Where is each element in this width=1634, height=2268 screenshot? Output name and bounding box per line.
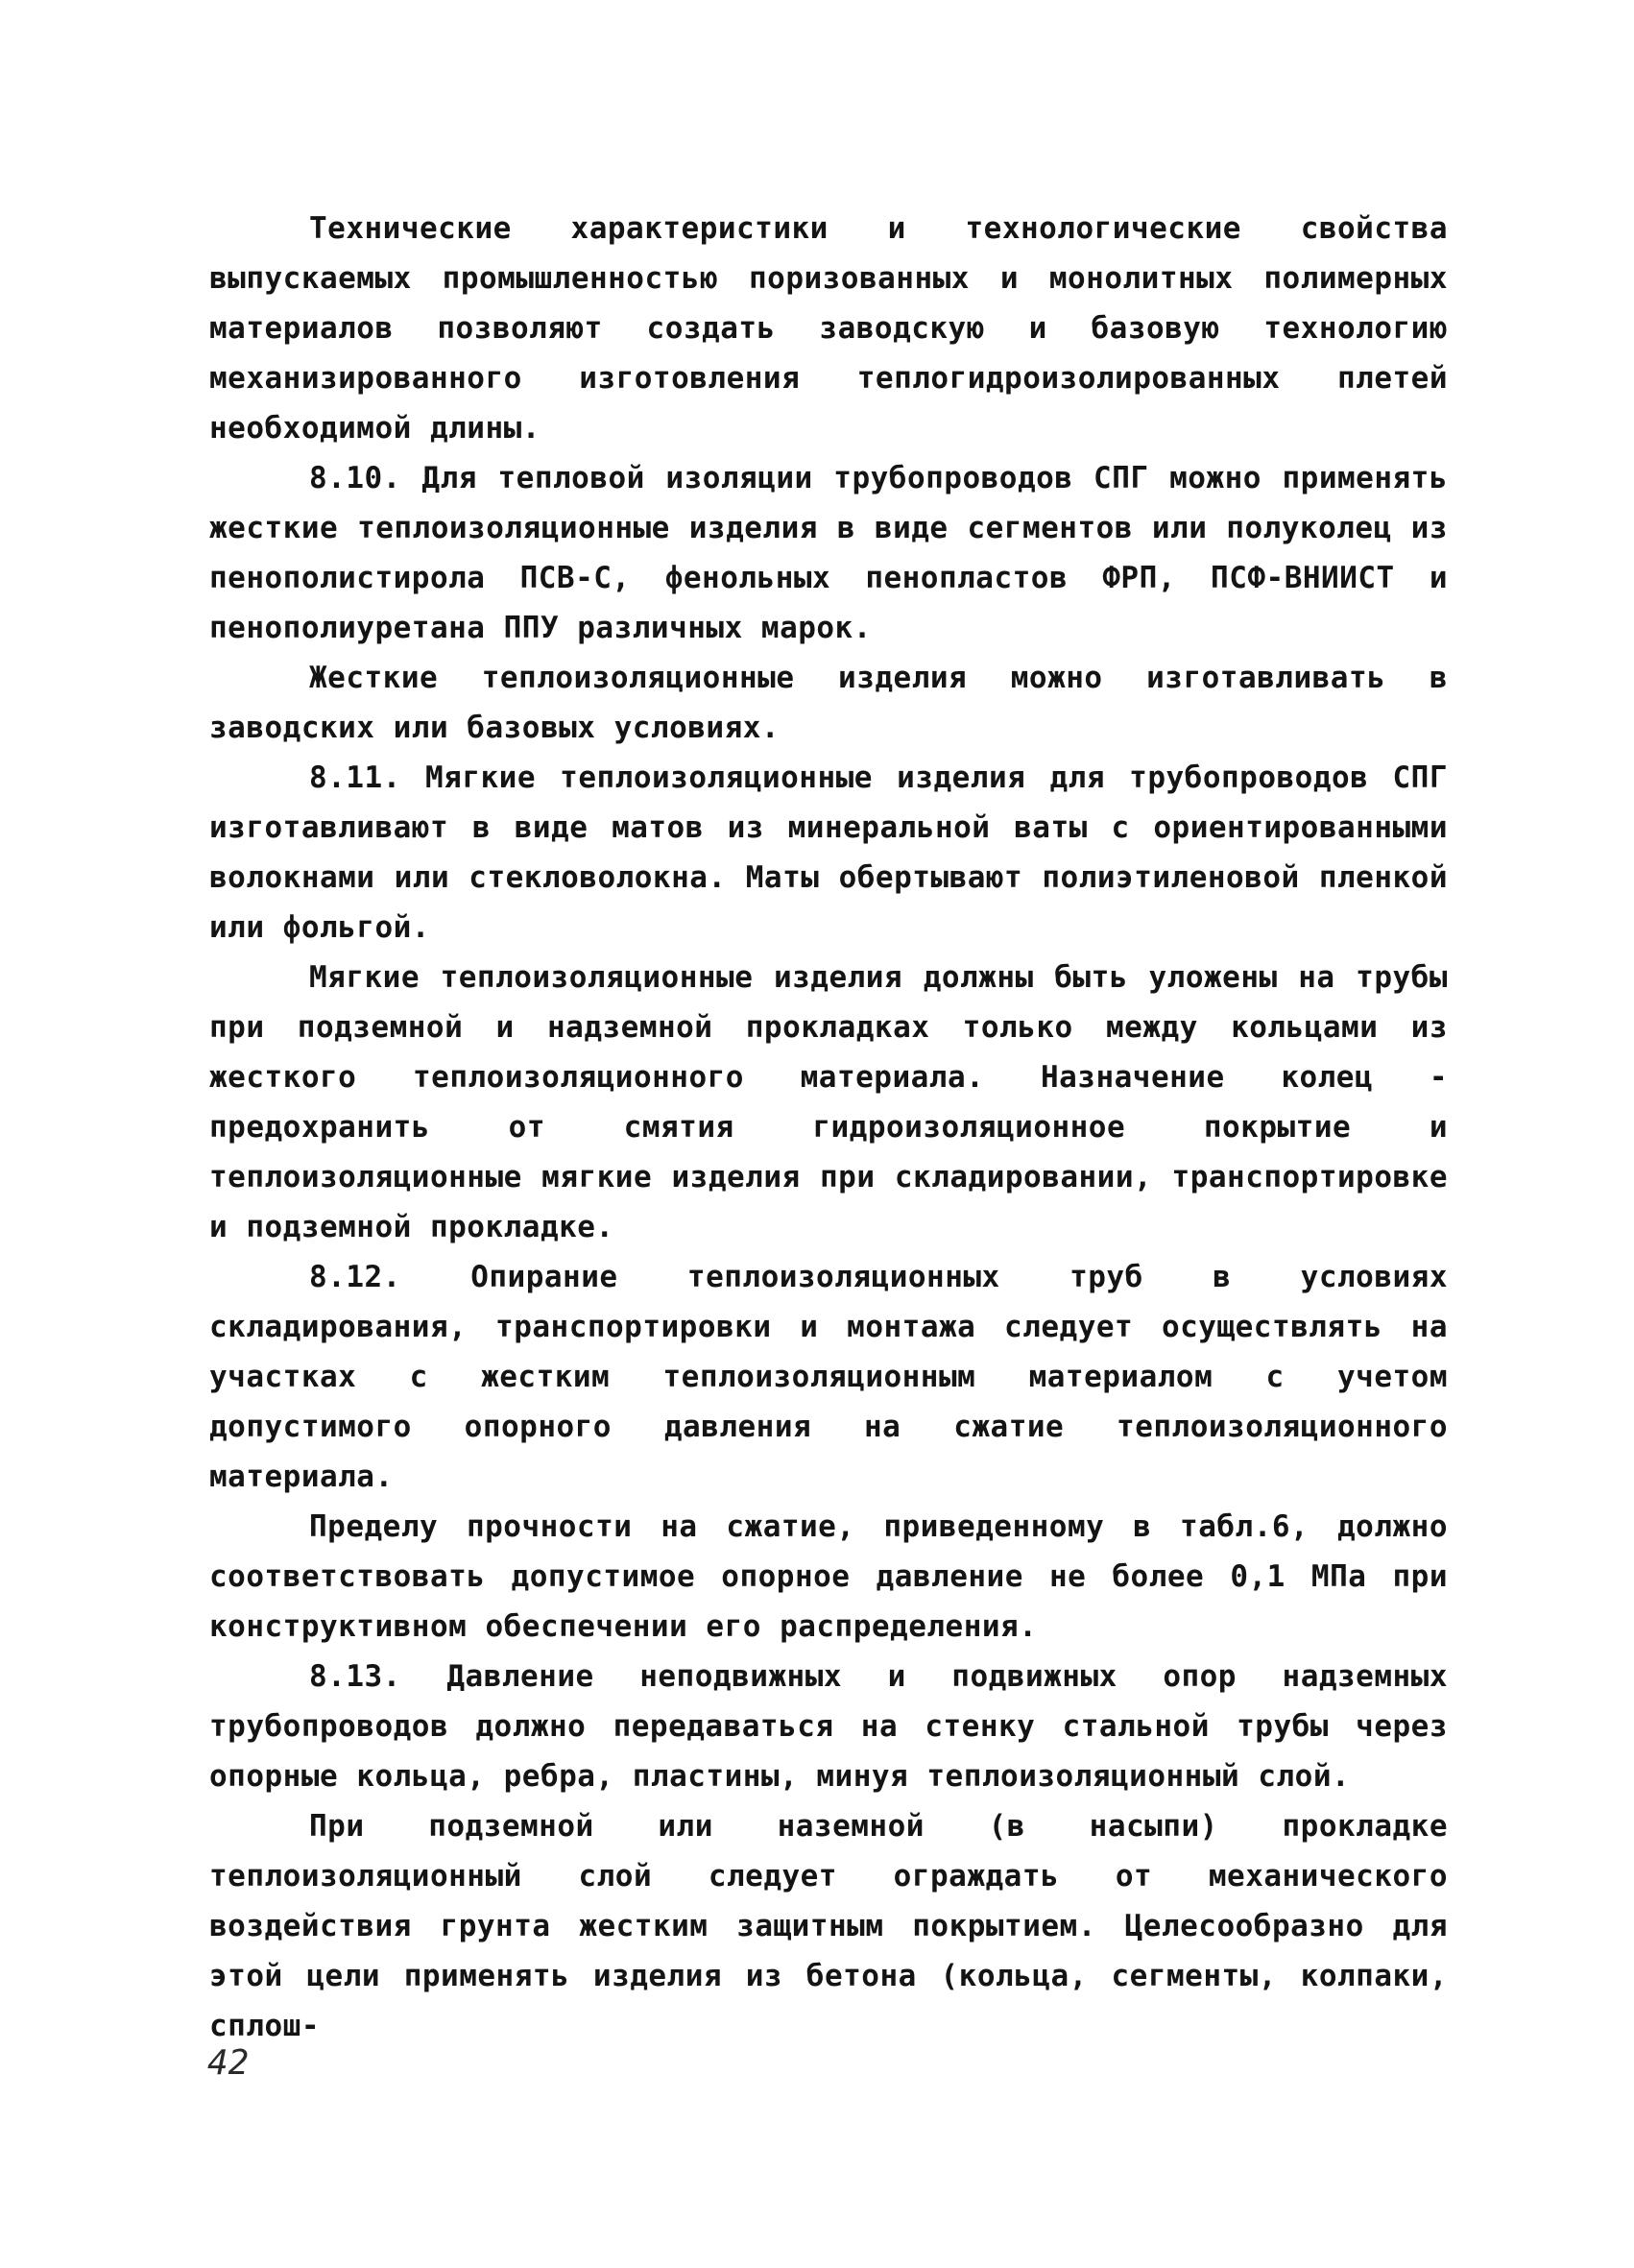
page-number: 42	[207, 2043, 250, 2083]
paragraph-3: Жесткие теплоизоляционные изделия можно изготавливать в заводских или базовых условиях.	[209, 661, 1448, 745]
paragraph-8-10: 8.10. Для тепловой изоляции трубопроводов СПГ можно применять жесткие теплоизоляционные изделия в виде сегментов или полуколец из пенополистирола ПСВ-С, фенольных пенопластов ФРП, ПСФ-ВНИИСТ и пенополиуретана ППУ различных марок.	[209, 461, 1448, 645]
body-text	[209, 204, 1448, 2051]
paragraph-8-13: 8.13. Давление неподвижных и подвижных опор надземных трубопроводов должно передаваться на стенку стальной трубы через опорные кольца, ребра, пластины, минуя теплоизоляционный слой.	[209, 1659, 1448, 1794]
paragraph-8-12: 8.12. Опирание теплоизоляционных труб в условиях складирования, транспортировки и монтажа следует осуществлять на участках с жестким теплоизоляционным материалом с учетом допустимого опорного давления на сжатие теплоизоляционного материала.	[209, 1260, 1448, 1494]
paragraph-5: Мягкие теплоизоляционные изделия должны быть уложены на трубы при подземной и надземной прокладках только между кольцами из жесткого теплоизоляционного материала. Назначение колец - предохранить от смятия гидроизоляционное покрытие и теплоизоляционные мягкие изделия при складировании, транспортировке и подземной прокладке.	[209, 960, 1448, 1244]
paragraph-1: Технические характеристики и технологические свойства выпускаемых промышленностью поризованных и монолитных полимерных материалов позволяют создать заводскую и базовую технологию механизированного изготовления теплогидроизолированных плетей необходимой длины.	[209, 211, 1448, 446]
paragraph-8-11: 8.11. Мягкие теплоизоляционные изделия для трубопроводов СПГ изготавливают в виде матов из минеральной ваты с ориентированными волокнами или стекловолокна. Маты обертывают полиэтиленовой пленкой или фольгой.	[209, 760, 1448, 945]
paragraph-7: Пределу прочности на сжатие, приведенному в табл.6, должно соответствовать допустимое опорное давление не более 0,1 МПа при конструктивном обеспечении его распределения.	[209, 1509, 1448, 1644]
paragraph-9: При подземной или наземной (в насыпи) прокладке теплоизоляционный слой следует ограждать от механического воздействия грунта жестким защитным покрытием. Целесообразно для этой цели применять изделия из бетона (кольца, сегменты, колпаки, сплош-	[209, 1809, 1448, 2043]
